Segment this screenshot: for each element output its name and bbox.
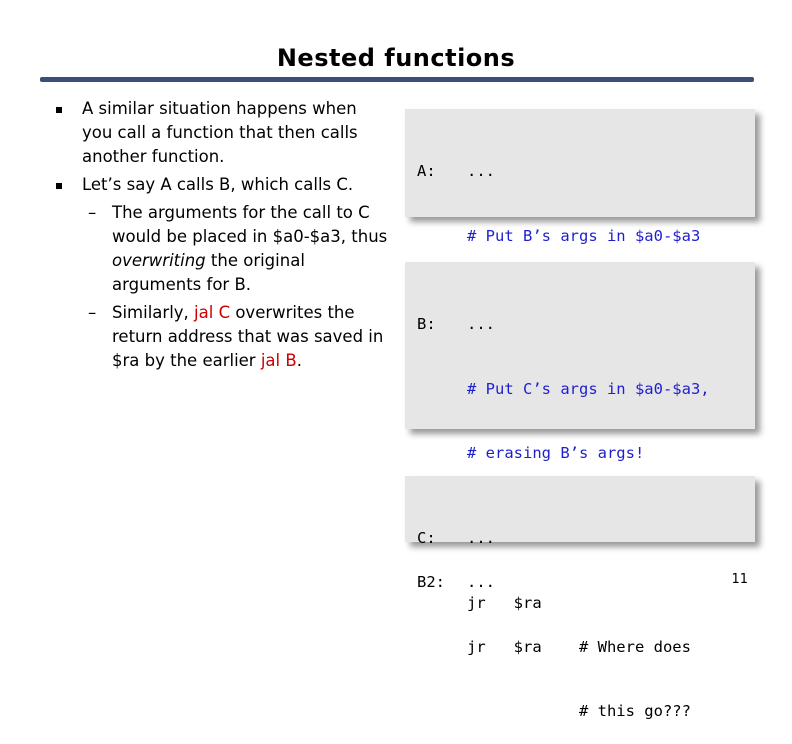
dash-marker: – bbox=[88, 203, 97, 222]
code-line bbox=[417, 314, 743, 336]
code-line bbox=[417, 701, 743, 723]
code-text: ... bbox=[467, 315, 495, 333]
sub-bullet-text: overwrites the return address that was saved in $ra by the earlier bbox=[112, 303, 384, 370]
code-text: ... bbox=[467, 529, 495, 547]
sub-bullet-text: the original arguments for B. bbox=[112, 251, 305, 294]
sub-bullet-text: The arguments for the call to C would be placed in $a0-$a3, thus bbox=[112, 203, 388, 246]
bullet-item bbox=[52, 97, 392, 169]
sub-bullet-item bbox=[52, 301, 392, 373]
code-comment: # Put B’s args in $a0-$a3 bbox=[467, 226, 701, 245]
highlight-code: jal C bbox=[194, 303, 231, 322]
sub-bullet-item bbox=[52, 201, 392, 297]
code-label: B2: bbox=[417, 573, 445, 591]
code-comment: # Put C’s args in $a0-$a3, bbox=[467, 379, 710, 398]
bullet-list bbox=[52, 97, 392, 377]
bullet-text: Let’s say A calls B, which calls C. bbox=[82, 175, 354, 194]
code-line bbox=[417, 161, 743, 183]
code-line bbox=[417, 528, 743, 550]
bullet-item bbox=[52, 173, 392, 197]
code-text: jr $ra # Where does bbox=[467, 637, 691, 656]
code-line bbox=[417, 379, 743, 401]
highlight-code: jal B bbox=[260, 351, 297, 370]
sub-bullet-text: . bbox=[296, 351, 302, 370]
emphasis-text: overwriting bbox=[112, 251, 206, 270]
code-text: ... bbox=[467, 573, 495, 591]
page-number: 11 bbox=[731, 572, 748, 587]
code-comment: # erasing B’s args! bbox=[467, 444, 645, 462]
code-line bbox=[417, 637, 743, 659]
code-text: jr $ra bbox=[467, 593, 542, 612]
code-line bbox=[417, 593, 743, 615]
bullet-text: A similar situation happens when you call a function that then calls another function. bbox=[82, 99, 358, 166]
code-text: ... bbox=[467, 162, 495, 180]
code-label: A: bbox=[417, 162, 436, 180]
sub-bullet-text: Similarly, bbox=[112, 303, 195, 322]
code-line bbox=[417, 443, 743, 465]
slide-title: Nested functions bbox=[276, 44, 516, 72]
code-label: C: bbox=[417, 529, 436, 547]
code-line bbox=[417, 226, 743, 248]
code-box-a bbox=[405, 109, 755, 245]
code-text: # this go??? bbox=[467, 702, 691, 720]
dash-marker: – bbox=[88, 303, 97, 322]
title-underline bbox=[40, 77, 754, 82]
code-label: B: bbox=[417, 315, 436, 333]
